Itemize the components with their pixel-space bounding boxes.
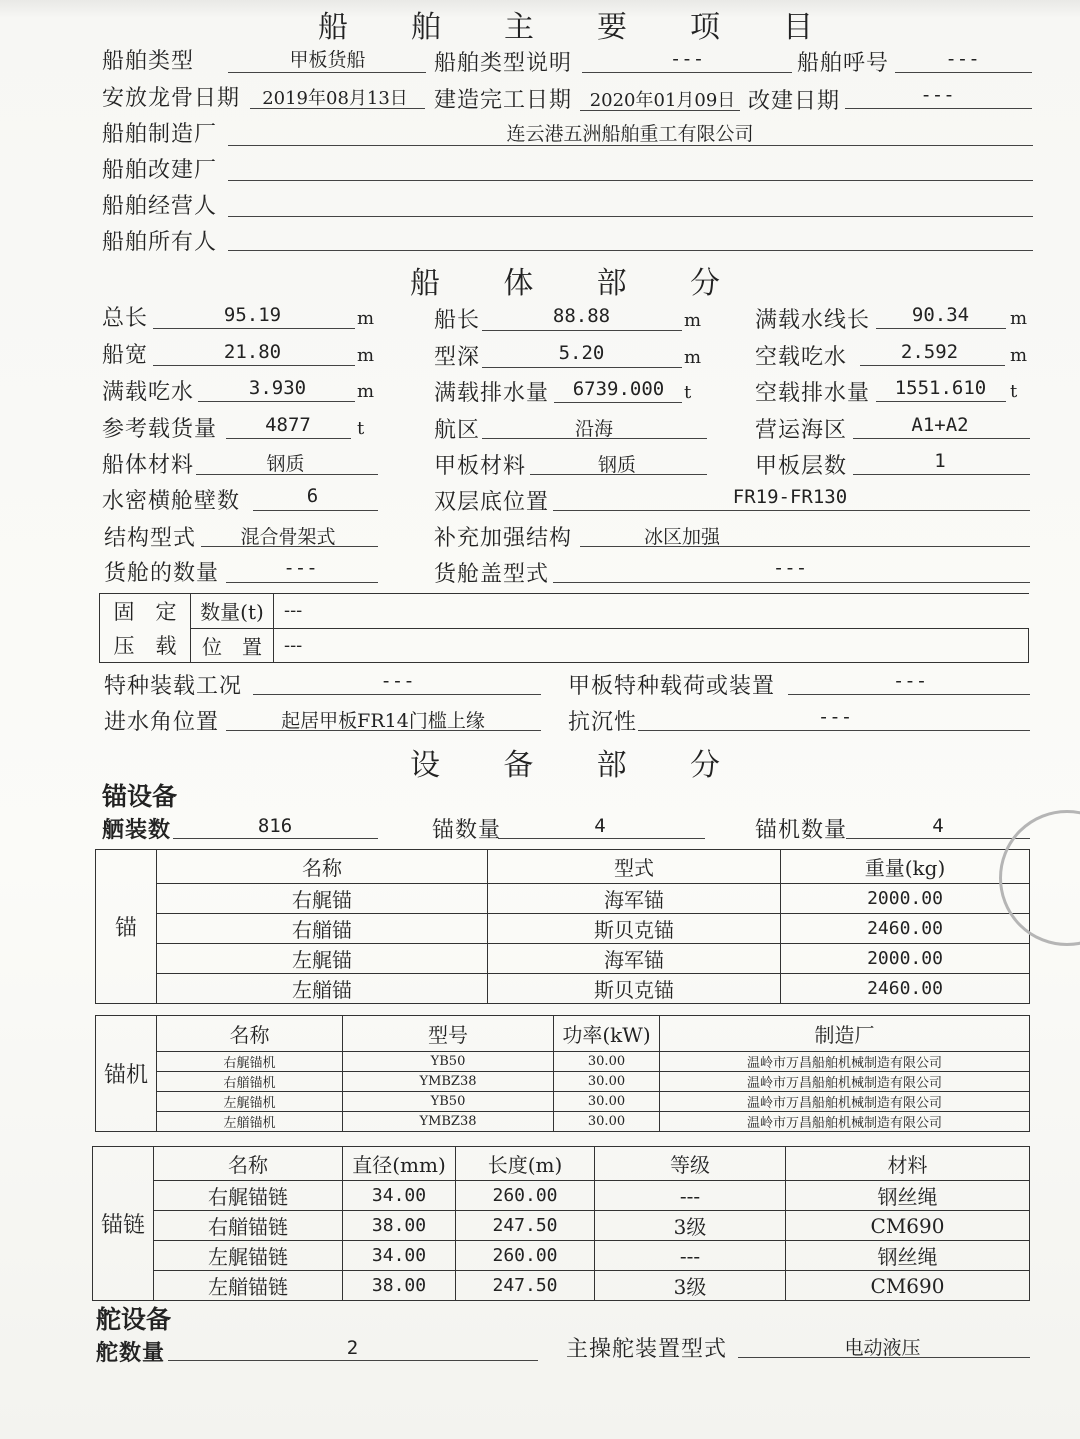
anchor-type: 斯贝克锚 [488, 914, 781, 944]
outfit-number-label: 舾装数 [102, 817, 172, 843]
special-load-value: --- [380, 670, 415, 692]
table-row [96, 1112, 1030, 1132]
light-draft-label: 空载吃水 [755, 345, 848, 370]
ship-type-value: 甲板货船 [289, 49, 366, 71]
main-title-char: 项 [690, 10, 720, 45]
main-title-char: 舶 [411, 10, 441, 45]
ballast-qty-value: --- [274, 594, 1029, 629]
keel-date-value: 2019年08月13日 [262, 88, 408, 109]
chain-grade: 3级 [595, 1211, 786, 1241]
sea-area-value: A1+A2 [911, 414, 969, 436]
lbp-unit: m [684, 310, 702, 331]
rudder-equipment-heading: 舵设备 [96, 1305, 172, 1334]
chain-length: 260.00 [456, 1241, 595, 1271]
chain-name: 右艏锚链 [154, 1211, 343, 1241]
chain-diameter: 34.00 [343, 1181, 456, 1211]
chain-header-length: 长度(m) [456, 1147, 595, 1181]
nav-area-value: 沿海 [574, 418, 613, 440]
chain-name: 右艉锚链 [154, 1181, 343, 1211]
keel-date-label: 安放龙骨日期 [102, 86, 241, 111]
chain-header-name: 名称 [154, 1147, 343, 1181]
windlass-power: 30.00 [554, 1072, 660, 1092]
fixed-ballast-table [99, 593, 1029, 663]
ballast-side-label-1: 固 定 [100, 594, 191, 629]
anchor-name: 左艉锚 [157, 944, 488, 974]
equipment-section-title [410, 740, 720, 784]
hatch-label: 货舱盖型式 [434, 562, 550, 587]
lwl-value: 90.34 [911, 304, 970, 326]
depth-unit: m [684, 347, 702, 368]
equip-title-char: 设 [410, 748, 440, 783]
steering-gear-type-label: 主操舵装置型式 [566, 1337, 728, 1362]
windlass-name: 左艏锚机 [157, 1112, 343, 1132]
main-title [318, 2, 813, 46]
rudder-count-value: 2 [346, 1337, 359, 1359]
lwl-label: 满载水线长 [755, 308, 871, 333]
builder-value: 连云港五洲船舶重工有限公司 [506, 123, 754, 145]
anchor-weight: 2460.00 [781, 974, 1030, 1004]
windlass-table-side-label: 锚机 [96, 1016, 157, 1132]
windlass-maker: 温岭市万昌船舶机械制造有限公司 [660, 1052, 1030, 1072]
complete-date-label: 建造完工日期 [434, 88, 573, 113]
sea-area-label: 营运海区 [755, 418, 848, 443]
windlass-name: 左艉锚机 [157, 1092, 343, 1112]
hatch-value: --- [772, 557, 808, 579]
hull-section-title [410, 258, 720, 302]
table-row [96, 1072, 1030, 1092]
table-row [93, 1181, 1030, 1211]
table-row [93, 1211, 1030, 1241]
breadth-value: 21.80 [223, 341, 282, 363]
anchor-type: 海军锚 [488, 884, 781, 914]
builder-label: 船舶制造厂 [102, 122, 218, 147]
modify-date-label: 改建日期 [748, 89, 841, 114]
windlass-power: 30.00 [554, 1112, 660, 1132]
deck-layers-value: 1 [934, 450, 946, 472]
anchor-table [95, 849, 1030, 1004]
hull-title-char: 船 [410, 266, 440, 301]
full-disp-label: 满载排水量 [434, 381, 550, 406]
deck-layers-label: 甲板层数 [755, 454, 848, 479]
anchor-name: 右艉锚 [157, 884, 488, 914]
chain-length: 247.50 [456, 1211, 595, 1241]
special-load-label: 特种装载工况 [104, 674, 243, 699]
windlass-power: 30.00 [554, 1092, 660, 1112]
table-row [96, 914, 1030, 944]
windlass-model: YB50 [343, 1052, 554, 1072]
table-row [93, 1241, 1030, 1271]
breadth-label: 船宽 [102, 343, 149, 368]
bulkheads-label: 水密横舱壁数 [102, 489, 241, 514]
table-row [96, 944, 1030, 974]
lbp-value: 88.88 [552, 305, 611, 327]
windlass-model: YB50 [343, 1092, 554, 1112]
lbp-label: 船长 [434, 308, 481, 333]
deck-special-label: 甲板特种载荷或装置 [568, 674, 776, 699]
anchor-equipment-heading: 锚设备 [102, 782, 178, 811]
anchor-weight: 2000.00 [781, 884, 1030, 914]
reinforce-value: 冰区加强 [643, 526, 720, 548]
windlass-table [95, 1015, 1030, 1132]
deck-material-value: 钢质 [597, 454, 636, 476]
chain-diameter: 38.00 [343, 1271, 456, 1301]
windlass-name: 右艉锚机 [157, 1052, 343, 1072]
ballast-qty-label: 数量(t) [191, 594, 274, 629]
deck-special-value: --- [892, 670, 928, 692]
chain-name: 左艉锚链 [154, 1241, 343, 1271]
table-row [96, 1052, 1030, 1072]
unsinkable-label: 抗沉性 [568, 710, 638, 735]
chain-header-diameter: 直径(mm) [343, 1147, 456, 1181]
ballast-side-label-2: 压 载 [100, 628, 191, 663]
owner-label: 船舶所有人 [102, 230, 218, 255]
rudder-count-label: 舵数量 [96, 1340, 166, 1366]
reinforce-label: 补充加强结构 [434, 526, 573, 551]
chain-grade: 3级 [595, 1271, 786, 1301]
windlass-name: 右艏锚机 [157, 1072, 343, 1092]
hull-title-char: 体 [503, 266, 534, 301]
ballast-pos-value: --- [274, 628, 1029, 663]
anchor-weight: 2460.00 [781, 914, 1030, 944]
chain-grade: --- [595, 1241, 786, 1271]
full-draft-label: 满载吃水 [102, 380, 195, 405]
anchor-name: 左艏锚 [157, 974, 488, 1004]
windlass-count-label: 锚机数量 [755, 818, 848, 843]
outfit-number-value: 816 [257, 815, 293, 837]
deck-material-label: 甲板材料 [434, 454, 527, 479]
anchor-table-side-label: 锚 [96, 850, 157, 1004]
light-disp-label: 空载排水量 [755, 381, 871, 406]
chain-diameter: 38.00 [343, 1211, 456, 1241]
main-title-char: 目 [783, 10, 813, 45]
ballast-pos-label: 位 置 [191, 628, 274, 663]
depth-label: 型深 [434, 345, 481, 370]
structure-label: 结构型式 [104, 526, 197, 551]
chain-table-side-label: 锚链 [93, 1147, 154, 1301]
flood-angle-value: 起居甲板FR14门槛上缘 [281, 710, 485, 732]
holds-value: --- [283, 557, 318, 579]
hull-title-char: 分 [689, 266, 720, 301]
chain-material: CM690 [786, 1211, 1030, 1241]
light-disp-unit: t [1010, 381, 1018, 402]
hull-title-char: 部 [596, 266, 627, 301]
windlass-header-name: 名称 [157, 1016, 343, 1052]
full-draft-unit: m [357, 381, 375, 402]
lwl-unit: m [1010, 308, 1028, 329]
chain-name: 左艏锚链 [154, 1271, 343, 1301]
chain-header-grade: 等级 [595, 1147, 786, 1181]
unsinkable-value: --- [817, 706, 853, 728]
light-draft-unit: m [1010, 345, 1028, 366]
full-draft-value: 3.930 [248, 377, 307, 399]
main-title-char: 船 [318, 10, 348, 45]
table-row [96, 1092, 1030, 1112]
hull-material-label: 船体材料 [102, 453, 195, 478]
hull-material-value: 钢质 [266, 453, 305, 475]
windlass-maker: 温岭市万昌船舶机械制造有限公司 [660, 1112, 1030, 1132]
full-disp-value: 6739.000 [572, 378, 665, 400]
anchor-count-value: 4 [594, 815, 606, 837]
full-disp-unit: t [684, 382, 692, 403]
windlass-model: YMBZ38 [343, 1112, 554, 1132]
cargo-unit: t [357, 418, 365, 439]
windlass-header-power: 功率(kW) [554, 1016, 660, 1052]
loa-label: 总长 [102, 306, 149, 331]
anchor-type: 海军锚 [488, 944, 781, 974]
light-draft-value: 2.592 [900, 341, 959, 363]
cargo-label: 参考载货量 [102, 417, 218, 442]
type-desc-value: --- [669, 48, 705, 70]
depth-value: 5.20 [558, 342, 605, 364]
equip-title-char: 分 [689, 748, 720, 783]
windlass-header-model: 型号 [343, 1016, 554, 1052]
chain-grade: --- [595, 1181, 786, 1211]
anchor-header-type: 型式 [488, 850, 781, 884]
breadth-unit: m [357, 345, 375, 366]
modify-date-value: --- [920, 84, 955, 106]
anchor-header-name: 名称 [157, 850, 488, 884]
equip-title-char: 部 [596, 748, 627, 783]
chain-material: 钢丝绳 [786, 1241, 1030, 1271]
call-sign-label: 船舶呼号 [797, 51, 890, 76]
chain-header-material: 材料 [786, 1147, 1030, 1181]
chain-length: 247.50 [456, 1271, 595, 1301]
cargo-value: 4877 [265, 414, 311, 436]
complete-date-value: 2020年01月09日 [589, 90, 736, 111]
rebuilder-label: 船舶改建厂 [102, 158, 218, 183]
type-desc-label: 船舶类型说明 [434, 51, 573, 76]
chain-material: 钢丝绳 [786, 1181, 1030, 1211]
windlass-model: YMBZ38 [343, 1072, 554, 1092]
chain-material: CM690 [786, 1271, 1030, 1301]
table-row [93, 1271, 1030, 1301]
windlass-header-maker: 制造厂 [660, 1016, 1030, 1052]
double-bottom-value: FR19-FR130 [732, 486, 848, 508]
anchor-name: 右艏锚 [157, 914, 488, 944]
nav-area-label: 航区 [434, 418, 481, 443]
structure-value: 混合骨架式 [240, 526, 336, 548]
chain-length: 260.00 [456, 1181, 595, 1211]
windlass-maker: 温岭市万昌船舶机械制造有限公司 [660, 1092, 1030, 1112]
bulkheads-value: 6 [306, 485, 319, 507]
operator-label: 船舶经营人 [102, 194, 218, 219]
holds-label: 货舱的数量 [104, 561, 220, 586]
equip-title-char: 备 [503, 748, 534, 783]
windlass-count-value: 4 [932, 815, 944, 837]
anchor-type: 斯贝克锚 [488, 974, 781, 1004]
main-title-char: 主 [504, 10, 534, 45]
main-title-char: 要 [597, 10, 627, 45]
loa-unit: m [357, 308, 375, 329]
windlass-power: 30.00 [554, 1052, 660, 1072]
anchor-weight: 2000.00 [781, 944, 1030, 974]
anchor-count-label: 锚数量 [432, 818, 502, 843]
loa-value: 95.19 [223, 304, 282, 326]
steering-gear-type-value: 电动液压 [844, 1337, 921, 1359]
windlass-maker: 温岭市万昌船舶机械制造有限公司 [660, 1072, 1030, 1092]
table-row [96, 974, 1030, 1004]
anchor-header-weight: 重量(kg) [781, 850, 1030, 884]
chain-table [92, 1146, 1030, 1301]
light-disp-value: 1551.610 [894, 377, 987, 399]
table-row [96, 884, 1030, 914]
double-bottom-label: 双层底位置 [434, 490, 550, 515]
chain-diameter: 34.00 [343, 1241, 456, 1271]
ship-type-label: 船舶类型 [102, 49, 195, 74]
call-sign-value: --- [945, 48, 980, 70]
flood-angle-label: 进水角位置 [104, 710, 220, 735]
